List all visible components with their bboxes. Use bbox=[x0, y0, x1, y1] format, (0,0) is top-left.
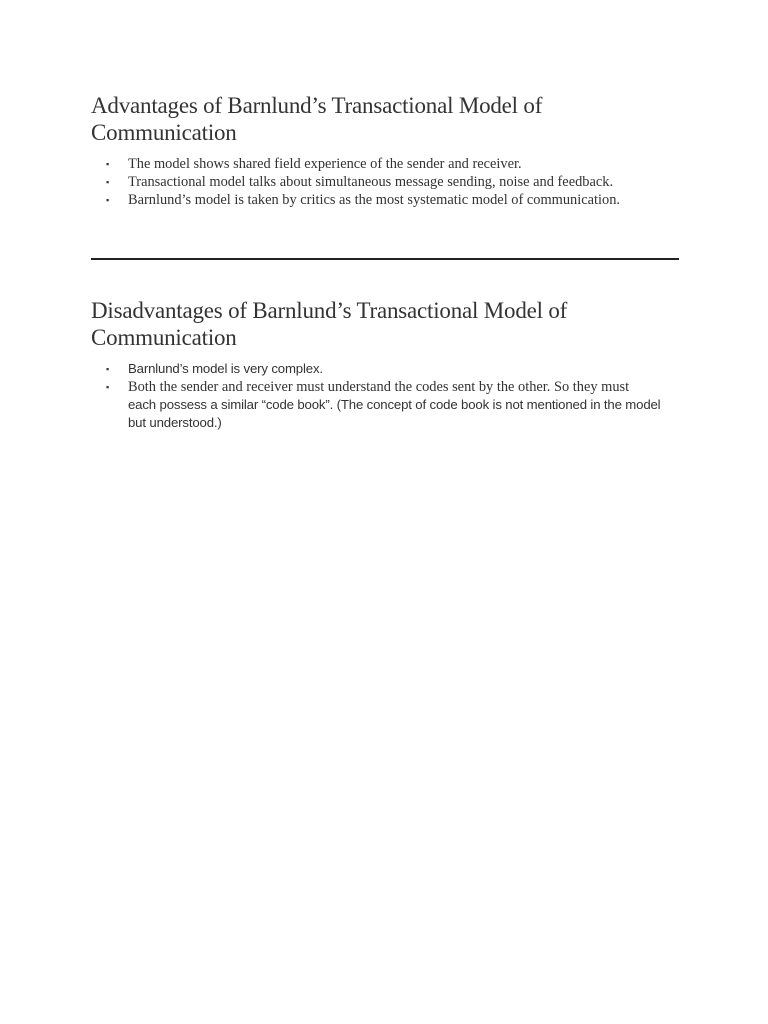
list-item-text: Both the sender and receiver must understand the codes sent by the other. So they must bbox=[128, 379, 630, 395]
list-item bbox=[91, 191, 679, 209]
advantages-list bbox=[91, 155, 679, 209]
list-item bbox=[91, 360, 679, 378]
bullet-icon: ▪ bbox=[106, 195, 110, 205]
bullet-icon: ▪ bbox=[106, 364, 110, 374]
advantages-section bbox=[91, 92, 679, 209]
disadvantages-heading: Disadvantages of Barnlund’s Transactional Model of Communication bbox=[91, 298, 568, 350]
list-item-text: Barnlund’s model is very complex. bbox=[128, 361, 323, 376]
list-item bbox=[91, 155, 679, 173]
list-item bbox=[91, 378, 679, 432]
advantages-heading: Advantages of Barnlund’s Transactional Model of Communication bbox=[91, 93, 543, 145]
list-item-text: Transactional model talks about simultaneous message sending, noise and feedback. bbox=[128, 174, 614, 190]
bullet-icon: ▪ bbox=[106, 159, 110, 169]
section-divider bbox=[91, 258, 679, 260]
list-item-text: The model shows shared field experience of the sender and receiver. bbox=[128, 156, 522, 172]
bullet-icon: ▪ bbox=[106, 382, 110, 392]
list-item-text: each possess a similar “code book”. (The concept of code book is not mentioned in the model but understood.) bbox=[128, 397, 661, 430]
bullet-icon: ▪ bbox=[106, 177, 110, 187]
disadvantages-list bbox=[91, 360, 679, 432]
list-item bbox=[91, 173, 679, 191]
disadvantages-section bbox=[91, 297, 679, 432]
list-item-text: Barnlund’s model is taken by critics as the most systematic model of communication. bbox=[128, 192, 620, 208]
